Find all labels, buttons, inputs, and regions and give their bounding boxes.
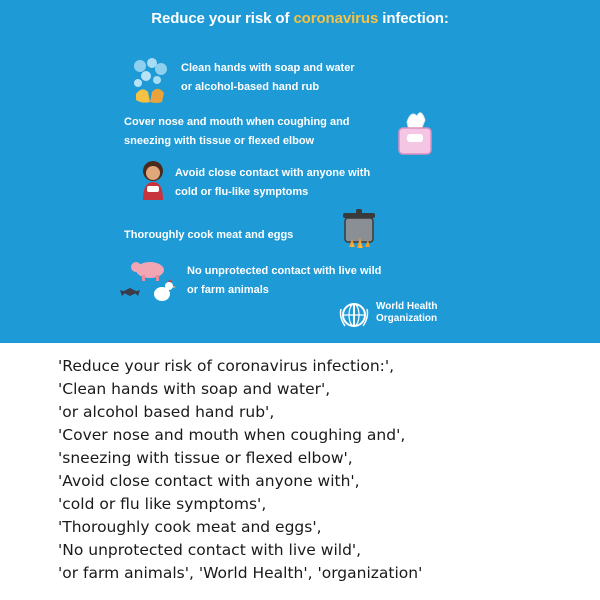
caption-line: 'sneezing with tissue or flexed elbow',	[58, 449, 353, 467]
poster-title: Reduce your risk of coronavirus infection:	[151, 10, 449, 27]
item-animal-contact: No unprotected contact with live wild or farm animals	[187, 265, 382, 296]
item-hand-washing: Clean hands with soap and water or alcohol-based hand rub	[181, 62, 355, 93]
caption-line: 'or alcohol based hand rub',	[58, 403, 275, 421]
item-avoid-contact: Avoid close contact with anyone with cold or flu-like symptoms	[175, 167, 371, 198]
item-cook-meat: Thoroughly cook meat and eggs	[124, 229, 294, 241]
caption-line: 'Reduce your risk of coronavirus infection:',	[58, 357, 395, 375]
who-emblem-icon	[338, 299, 370, 331]
hand-washing-icon	[130, 56, 172, 106]
tissue-box-icon	[395, 108, 435, 158]
cooking-pot-icon	[337, 207, 381, 251]
title-highlight: coronavirus	[293, 10, 379, 27]
caption-text	[58, 355, 588, 585]
caption-line: 'Clean hands with soap and water',	[58, 380, 331, 398]
caption-line: 'or farm animals', 'World Health', 'organization'	[58, 564, 423, 582]
item-cover-cough: Cover nose and mouth when coughing and sneezing with tissue or flexed elbow	[124, 116, 350, 147]
caption-line: 'Cover nose and mouth when coughing and',	[58, 426, 406, 444]
caption-line: 'No unprotected contact with live wild',	[58, 541, 362, 559]
infographic-poster: Reduce your risk of coronavirus infection: Clean hands with soap and water or alcohol-based hand rub Cover nose and mouth when coughing and sneezing with tissue or flexed elbow Avoid close contact with anyone with cold or flu-like symptoms Thoroughly cook meat and eggs No unprotected contact with live wild or farm animals World Health Organization	[0, 0, 600, 343]
farm-animals-icon	[118, 258, 180, 304]
caption-line: 'Avoid close contact with anyone with',	[58, 472, 360, 490]
caption-line: 'cold or flu like symptoms',	[58, 495, 267, 513]
sick-person-icon	[138, 160, 168, 204]
caption-line: 'Thoroughly cook meat and eggs',	[58, 518, 322, 536]
